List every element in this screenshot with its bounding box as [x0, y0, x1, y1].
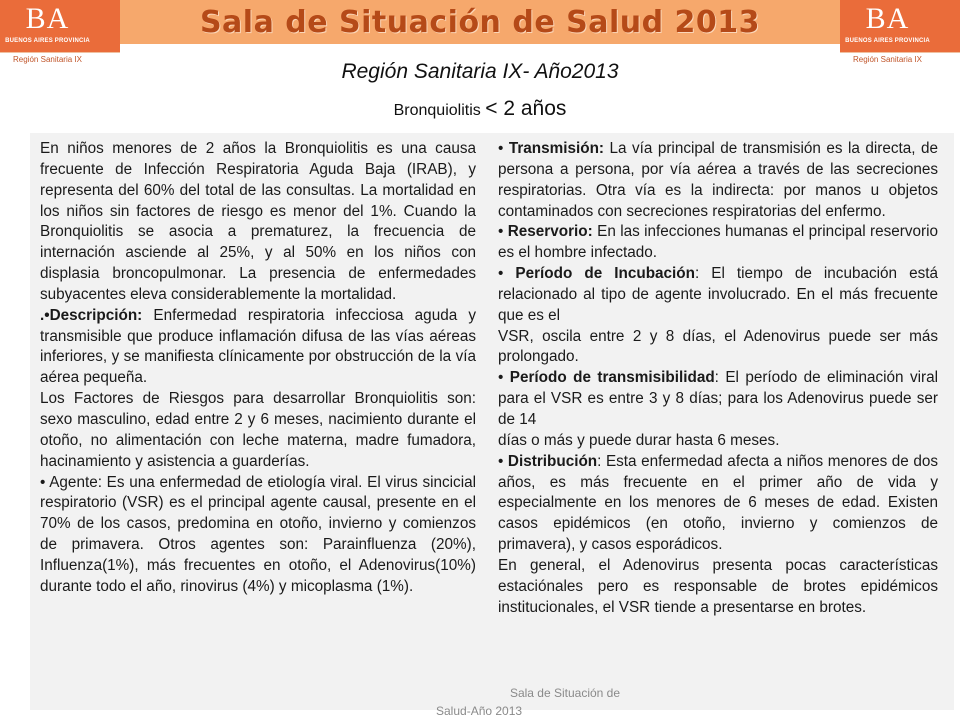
distribucion-paragraph: • Distribución: Esta enfermedad afecta a niños menores de dos años, es más frecuente en el primer año de vida y especialmente en los menores de 6 meses de edad. Existen casos epidémicos (en otoño, invierno y comienzos de primavera), y casos esporádicos.	[498, 452, 939, 554]
logo-province: BUENOS AIRES PROVINCIA	[5, 38, 90, 44]
transmision-paragraph: • Transmisión: La vía principal de transmisión es la directa, de persona a persona, por vía aérea a través de las secreciones respiratorias. Otra vía es la indirecta: por manos u objetos contaminados con secreciones respiratorias del enfermo.	[498, 140, 939, 220]
distribucion-text: : Esta enfermedad afecta a niños menores de dos años, es más frecuente en el primer año de vida y especialmente en los menores de 6 meses de edad. Existen casos epidémicos (en otoño, invierno y comienzos de primavera), y casos esporádicos.	[498, 452, 939, 554]
subtitle-part2: < 2 años	[485, 97, 567, 120]
footer-line-2: Salud-Año 2013	[436, 704, 523, 718]
factores-paragraph: Los Factores de Riesgos para desarrollar Bronquiolitis son: sexo masculino, edad entre 2 y 6 meses, nacimiento durante el otoño, no alimentación con leche materna, madre fumadora, hacinamiento y asistencia a guarderías.	[40, 390, 476, 470]
transmisibilidad-paragraph: • Período de transmisibilidad: El período de eliminación viral para el VSR es entre 3 y 8 días; para los Adenovirus puede ser de 14	[498, 369, 938, 428]
ba-logo-left	[0, 0, 120, 68]
region-title: Región Sanitaria IX- Año2013	[341, 60, 619, 83]
general-paragraph: En general, el Adenovirus presenta pocas características estaciónales pero es responsable de brotes epidémicos institucionales, el VSR tiende a presentarse en brotes.	[498, 556, 938, 616]
transmisibilidad-text: : El período de eliminación viral para el VSR es entre 3 y 8 días; para los Adenovirus puede ser de 14	[498, 369, 938, 428]
reservorio-label: Reservorio:	[507, 223, 593, 241]
footer-line-1: Sala de Situación de	[509, 686, 621, 700]
incubacion-paragraph-2: VSR, oscila entre 2 y 8 días, el Adenovirus puede ser más prolongado.	[498, 327, 938, 366]
incubacion-label: Período de Incubación	[515, 265, 695, 283]
logo-region: Región Sanitaria IX	[13, 55, 82, 64]
distribucion-label: Distribución	[507, 452, 598, 470]
intro-paragraph: En niños menores de 2 años la Bronquiolitis es una causa frecuente de Infección Respiratoria Aguda Baja (IRAB), y representa del 60% del total de las consultas. La mortalidad en los niños sin factores de riesgo es menor del 1%. Cuando la Bronquiolitis se asocia a prematurez, la frecuencia de internación asciende al 25%, y al 50% en los niños con displasia broncopulmonar. La presencia de enfermedades subyacentes eleva considerablemente la mortalidad.	[40, 140, 476, 303]
right-column	[498, 139, 938, 618]
incubacion-paragraph: • Período de Incubación: El tiempo de incubación está relacionado al tipo de agente involucrado. En el más frecuente que es el	[498, 265, 938, 324]
transmisibilidad-label: Período de transmisibilidad	[509, 369, 715, 387]
left-column	[40, 139, 476, 598]
transmision-label: Transmisión:	[508, 140, 605, 157]
transmisibilidad-paragraph-2: días o más y puede durar hasta 6 meses.	[498, 431, 780, 449]
ba-logo-right	[840, 0, 960, 68]
agente-paragraph: • Agente: Es una enfermedad de etiología viral. El virus sincicial respiratorio (VSR) es el principal agente causal, presente en el 70% de los casos, predomina en otoño, invierno y comienzos de primavera. Otros agentes son: Parainfluenza (20%), Influenza(1%), más frecuentes en otoño, el Adenovirus(10%) durante todo el año, rinovirus (4%) y micoplasma (1%).	[40, 473, 476, 595]
logo-region: Región Sanitaria IX	[853, 55, 922, 64]
footer	[420, 684, 640, 720]
page-subtitle	[0, 97, 960, 121]
reservorio-text: En las infecciones humanas el principal reservorio es el hombre infectado.	[498, 223, 938, 262]
logo-mark: BA	[25, 2, 70, 35]
descripcion-label: .•Descripción:	[40, 306, 143, 324]
reservorio-paragraph: • Reservorio: En las infecciones humanas el principal reservorio es el hombre infectado.	[498, 223, 938, 262]
logo-mark: BA	[865, 2, 910, 35]
descripcion-text: Enfermedad respiratoria infecciosa aguda y transmisible que produce inflamación difusa de las vías aéreas inferiores, y se manifiesta clínicamente por obstrucción de la vía aérea pequeña.	[40, 306, 476, 387]
descripcion-paragraph	[40, 306, 476, 389]
banner-title: Sala de Situación de Salud 2013	[199, 5, 761, 40]
transmision-text: La vía principal de transmisión es la directa, de persona a persona, por vía aérea a través de las secreciones respiratorias. Otra vía es la indirecta: por manos u objetos contaminados con secreciones respiratorias del enfermo.	[498, 140, 939, 220]
incubacion-text: : El tiempo de incubación está relacionado al tipo de agente involucrado. En el más frecuente que es el	[498, 265, 938, 324]
logo-province: BUENOS AIRES PROVINCIA	[845, 38, 930, 44]
subtitle-part1: Bronquiolitis	[393, 102, 481, 119]
